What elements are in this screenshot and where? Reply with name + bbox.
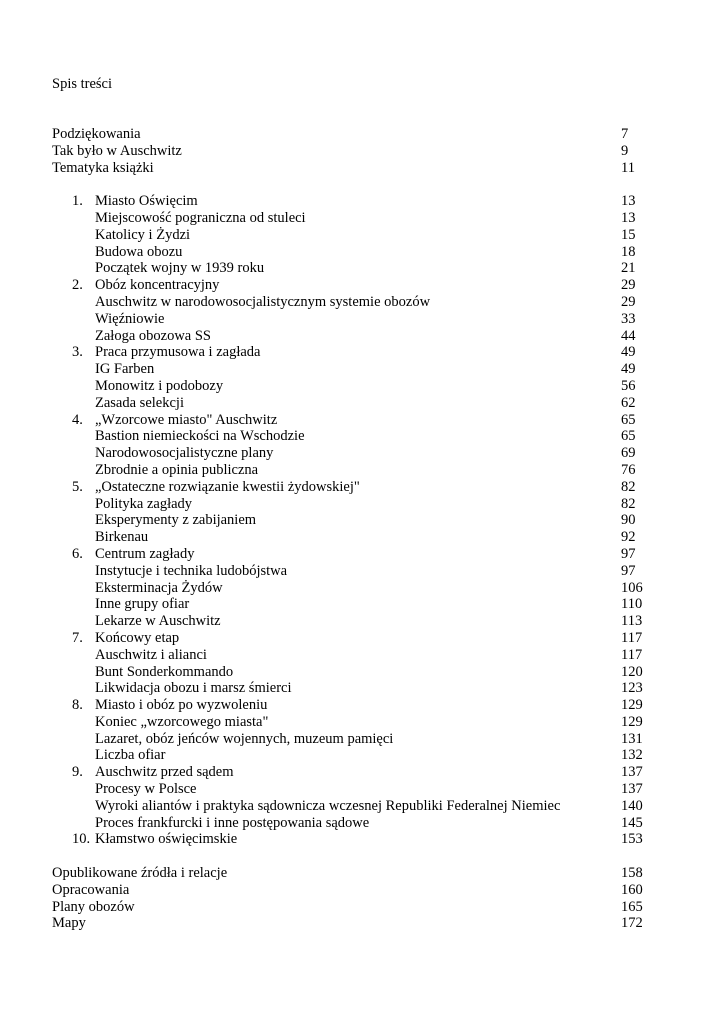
toc-subentry <box>52 445 652 462</box>
toc-page-number: 132 <box>621 747 643 764</box>
toc-subentry <box>52 647 652 664</box>
toc-subentry <box>52 680 652 697</box>
toc-chapter-entry <box>52 831 652 848</box>
toc-page-number: 15 <box>621 226 636 243</box>
toc-entry-label: Początek wojny w 1939 roku <box>95 260 265 277</box>
toc-page-number: 21 <box>621 260 636 277</box>
toc-subentry <box>52 462 652 479</box>
toc-chapter-entry <box>52 277 652 294</box>
toc-page-number: 44 <box>621 327 636 344</box>
toc-subentry <box>52 244 652 261</box>
toc-entry-label: Polityka zagłady <box>95 495 193 512</box>
toc-subentry <box>52 747 652 764</box>
toc-entry-label: Narodowosocjalistyczne plany <box>95 445 274 462</box>
toc-page-number: 117 <box>621 646 643 663</box>
chapter-number: 7. <box>72 629 83 646</box>
toc-page-number: 140 <box>621 797 643 814</box>
chapter-number: 6. <box>72 545 83 562</box>
table-of-contents <box>52 126 652 932</box>
toc-page-number: 131 <box>621 730 643 747</box>
toc-front-entry <box>52 126 652 143</box>
toc-entry-label: Miasto i obóz po wyzwoleniu <box>95 697 268 714</box>
toc-back-entry <box>52 865 652 882</box>
toc-entry-label: Liczba ofiar <box>95 747 166 764</box>
section-spacer <box>52 848 652 865</box>
toc-back-entry <box>52 915 652 932</box>
toc-entry-label: Eksperymenty z zabijaniem <box>95 512 257 529</box>
toc-chapter-entry <box>52 697 652 714</box>
toc-entry-label: Likwidacja obozu i marsz śmierci <box>95 680 292 697</box>
toc-page-number: 160 <box>621 881 643 898</box>
toc-subentry <box>52 596 652 613</box>
toc-entry-label: Instytucje i technika ludobójstwa <box>95 562 288 579</box>
toc-page-number: 137 <box>621 781 643 798</box>
toc-page-number: 129 <box>621 697 643 714</box>
toc-page-number: 123 <box>621 680 643 697</box>
toc-page-number: 90 <box>621 512 636 529</box>
toc-entry-label: Miasto Oświęcim <box>95 193 198 210</box>
toc-chapter-entry <box>52 630 652 647</box>
toc-subentry <box>52 496 652 513</box>
toc-entry-label: Praca przymusowa i zagłada <box>95 344 261 361</box>
toc-page-number: 92 <box>621 529 636 546</box>
toc-page-number: 18 <box>621 243 636 260</box>
toc-subentry <box>52 580 652 597</box>
toc-page-number: 65 <box>621 428 636 445</box>
toc-chapter-entry <box>52 344 652 361</box>
toc-entry-label: Auschwitz i alianci <box>95 646 207 663</box>
toc-subentry <box>52 361 652 378</box>
toc-entry-label: Monowitz i podobozy <box>95 377 224 394</box>
toc-page-number: 56 <box>621 377 636 394</box>
toc-subentry <box>52 260 652 277</box>
toc-page-number: 13 <box>621 193 636 210</box>
chapter-number: 5. <box>72 478 83 495</box>
toc-entry-label: Proces frankfurcki i inne postępowania sądowe <box>95 814 370 831</box>
toc-subentry <box>52 378 652 395</box>
toc-entry-label: Auschwitz w narodowosocjalistycznym systemie obozów <box>95 293 431 310</box>
toc-entry-label: Budowa obozu <box>95 243 183 260</box>
toc-front-entry <box>52 160 652 177</box>
toc-entry-label: Końcowy etap <box>95 629 180 646</box>
toc-subentry <box>52 210 652 227</box>
toc-entry-label: Procesy w Polsce <box>95 781 197 798</box>
toc-entry-label: Koniec „wzorcowego miasta" <box>95 713 269 730</box>
toc-entry-label: Podziękowania <box>52 126 141 142</box>
toc-subentry <box>52 714 652 731</box>
toc-entry-label: Obóz koncentracyjny <box>95 277 220 294</box>
toc-page-number: 49 <box>621 344 636 361</box>
toc-page-number: 117 <box>621 629 643 646</box>
toc-page-number: 97 <box>621 562 636 579</box>
toc-page-number: 49 <box>621 361 636 378</box>
toc-page-number: 13 <box>621 209 636 226</box>
chapter-number: 4. <box>72 411 83 428</box>
toc-back-entry <box>52 899 652 916</box>
toc-chapter-entry <box>52 546 652 563</box>
toc-entry-label: Birkenau <box>95 529 149 546</box>
toc-entry-label: Plany obozów <box>52 898 135 915</box>
toc-entry-label: Lekarze w Auschwitz <box>95 613 221 630</box>
toc-page-number: 153 <box>621 831 643 848</box>
toc-subentry <box>52 563 652 580</box>
toc-entry-label: „Ostateczne rozwiązanie kwestii żydowskiej" <box>95 478 360 495</box>
toc-page-number: 62 <box>621 394 636 411</box>
toc-entry-label: Bastion niemieckości na Wschodzie <box>95 428 305 445</box>
toc-page-number: 165 <box>621 898 643 915</box>
toc-subentry <box>52 428 652 445</box>
toc-page-number: 172 <box>621 915 643 932</box>
toc-entry-label: Tak było w Auschwitz <box>52 142 182 159</box>
toc-subentry <box>52 512 652 529</box>
toc-entry-label: Opracowania <box>52 881 130 898</box>
toc-subentry <box>52 294 652 311</box>
toc-page-number: 29 <box>621 293 636 310</box>
toc-page-number: 158 <box>621 865 643 882</box>
toc-entry-label: Załoga obozowa SS <box>95 327 211 344</box>
toc-chapter-entry <box>52 764 652 781</box>
toc-chapter-entry <box>52 412 652 429</box>
chapter-number: 2. <box>72 277 83 294</box>
toc-entry-label: Auschwitz przed sądem <box>95 764 234 781</box>
toc-page-number: 97 <box>621 545 636 562</box>
toc-entry-label: Zbrodnie a opinia publiczna <box>95 461 259 478</box>
toc-subentry <box>52 798 652 815</box>
toc-entry-label: Lazaret, obóz jeńców wojennych, muzeum pamięci <box>95 730 394 747</box>
toc-entry-label: Kłamstwo oświęcimskie <box>95 831 238 848</box>
toc-page-number: 129 <box>621 713 643 730</box>
toc-page-number: 82 <box>621 478 636 495</box>
toc-front-entry <box>52 143 652 160</box>
chapter-number: 10. <box>72 831 91 848</box>
toc-entry-label: Inne grupy ofiar <box>95 596 190 613</box>
toc-entry-label: Bunt Sonderkommando <box>95 663 234 680</box>
toc-page-number: 76 <box>621 461 636 478</box>
chapter-number: 8. <box>72 697 83 714</box>
toc-page-number: 106 <box>621 579 643 596</box>
toc-subentry <box>52 815 652 832</box>
toc-subentry <box>52 395 652 412</box>
toc-entry-label: Więźniowie <box>95 310 165 327</box>
toc-subentry <box>52 227 652 244</box>
page-title: Spis treści <box>52 76 113 92</box>
toc-entry-label: IG Farben <box>95 361 155 378</box>
toc-entry-label: Zasada selekcji <box>95 394 184 411</box>
toc-entry-label: Miejscowość pograniczna od stuleci <box>95 209 306 226</box>
toc-entry-label: Mapy <box>52 915 86 932</box>
chapter-number: 3. <box>72 344 83 361</box>
toc-subentry <box>52 529 652 546</box>
toc-subentry <box>52 731 652 748</box>
chapter-number: 9. <box>72 764 83 781</box>
toc-entry-label: Opublikowane źródła i relacje <box>52 865 228 882</box>
toc-back-entry <box>52 882 652 899</box>
toc-subentry <box>52 664 652 681</box>
toc-subentry <box>52 311 652 328</box>
toc-page-number: 9 <box>621 142 629 159</box>
toc-subentry <box>52 781 652 798</box>
toc-subentry <box>52 328 652 345</box>
toc-page-number: 65 <box>621 411 636 428</box>
toc-page-number: 145 <box>621 814 643 831</box>
toc-page-number: 29 <box>621 277 636 294</box>
toc-page-number: 113 <box>621 613 643 630</box>
toc-subentry <box>52 613 652 630</box>
toc-chapter-entry <box>52 479 652 496</box>
toc-page-number: 69 <box>621 445 636 462</box>
toc-entry-label: Tematyka książki <box>52 159 154 176</box>
toc-chapter-entry <box>52 193 652 210</box>
toc-entry-label: Wyroki aliantów i praktyka sądownicza wczesnej Republiki Federalnej Niemiec <box>95 797 561 814</box>
toc-page-number: 110 <box>621 596 643 613</box>
toc-page-number: 33 <box>621 310 636 327</box>
toc-page-number: 120 <box>621 663 643 680</box>
toc-page-number: 137 <box>621 764 643 781</box>
toc-entry-label: Katolicy i Żydzi <box>95 226 191 243</box>
toc-page-number: 82 <box>621 495 636 512</box>
section-spacer <box>52 176 652 193</box>
toc-entry-label: Centrum zagłady <box>95 545 195 562</box>
toc-page-number: 7 <box>621 126 629 142</box>
toc-page-number: 11 <box>621 159 635 176</box>
toc-entry-label: „Wzorcowe miasto" Auschwitz <box>95 411 278 428</box>
chapter-number: 1. <box>72 193 83 210</box>
toc-entry-label: Eksterminacja Żydów <box>95 579 223 596</box>
